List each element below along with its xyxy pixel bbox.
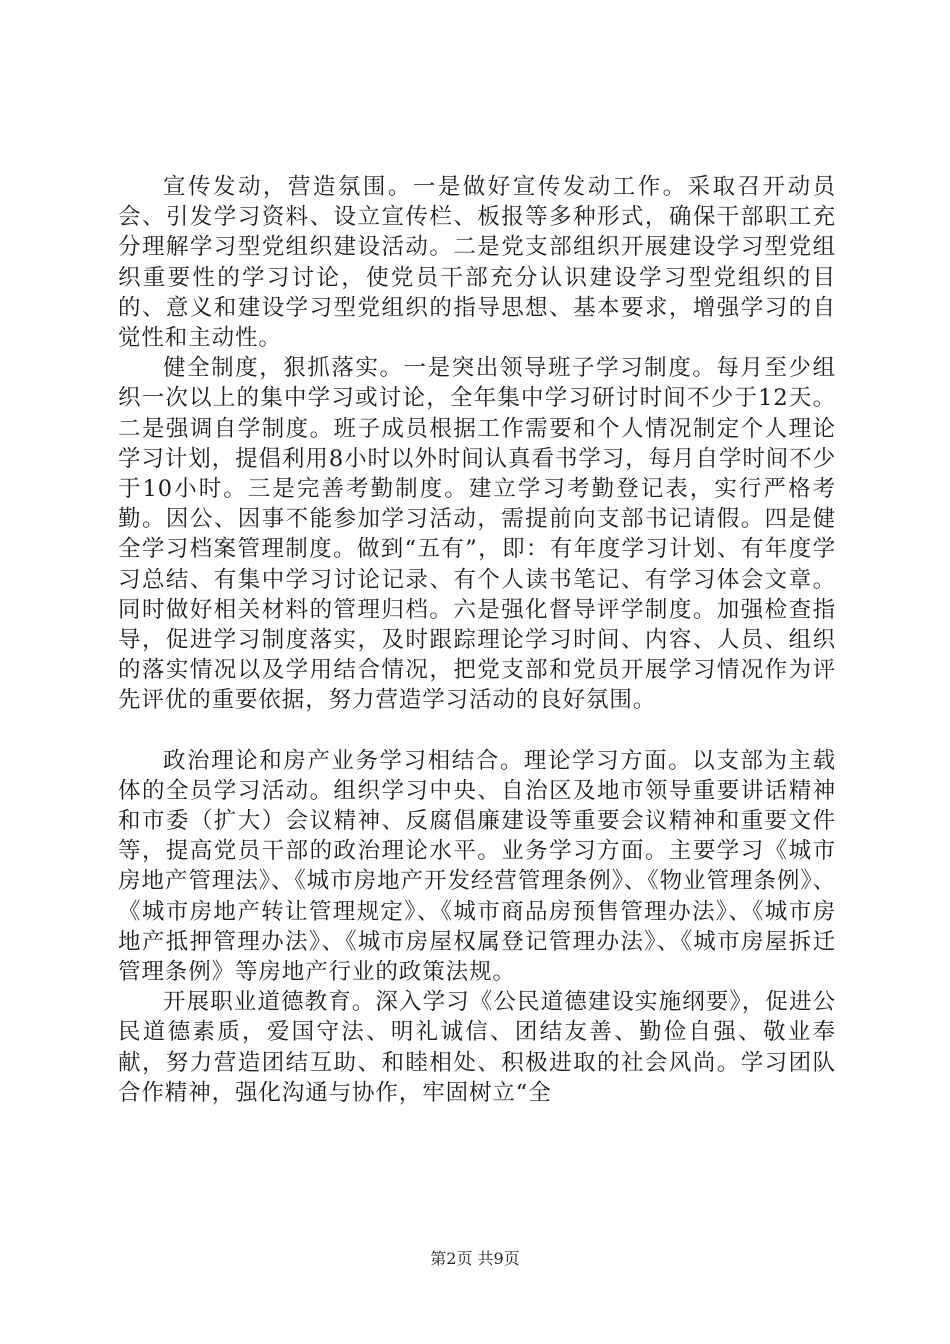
paragraph-publicity: 宣传发动，营造氛围。一是做好宣传发动工作。采取召开动员会、引发学习资料、设立宣传栏、板报等多种形式，确保干部职工充分理解学习型党组织建设活动。二是党支部组织开展建设学习型党组织重要性的学习讨论，使党员干部充分认识建设学习型党组织的目的、意义和建设学习型党组织的指导思想、基本要求，增强学习的自觉性和主动性。 xyxy=(118,174,836,352)
paragraph-ethics: 开展职业道德教育。深入学习《公民道德建设实施纲要》，促进公民道德素质，爱国守法、明礼诚信、团结友善、勤俭自强、敬业奉献，努力营造团结互助、和睦相处、积极进取的社会风尚。学习团队合作精神，强化沟通与协作，牢固树立“全 xyxy=(118,989,836,1106)
document-body xyxy=(118,172,836,1108)
paragraph-gap xyxy=(118,716,836,746)
paragraph-system: 健全制度，狠抓落实。一是突出领导班子学习制度。每月至少组织一次以上的集中学习或讨论，全年集中学习研讨时间不少于12天。二是强调自学制度。班子成员根据工作需要和个人情况制定个人理论学习计划，提倡利用8小时以外时间认真看书学习，每月自学时间不少于10小时。三是完善考勤制度。建立学习考勤登记表，实行严格考勤。因公、因事不能参加学习活动，需提前向支部书记请假。四是健全学习档案管理制度。做到“五有”，即：有年度学习计划、有年度学习总结、有集中学习讨论记录、有个人读书笔记、有学习体会文章。同时做好相关材料的管理归档。六是强化督导评学制度。加强检查指导，促进学习制度落实，及时跟踪理论学习时间、内容、人员、组织的落实情况以及学用结合情况，把党支部和党员开展学习情况作为评先评优的重要依据，努力营造学习活动的良好氛围。 xyxy=(118,355,836,714)
page-number-footer: 第2页 共9页 xyxy=(430,1249,520,1268)
paragraph-theory-business: 政治理论和房产业务学习相结合。理论学习方面。以支部为主载体的全员学习活动。组织学习中央、自治区及地市领导重要讲话精神和市委（扩大）会议精神、反腐倡廉建设等重要会议精神和重要文件等，提高党员干部的政治理论水平。业务学习方面。主要学习《城市房地产管理法》、《城市房地产开发经营管理条例》、《物业管理条例》、《城市房地产转让管理规定》、《城市商品房预售管理办法》、《城市房地产抵押管理办法》、《城市房屋权属登记管理办法》、《城市房屋拆迁管理条例》等房地产行业的政策法规。 xyxy=(118,747,836,986)
